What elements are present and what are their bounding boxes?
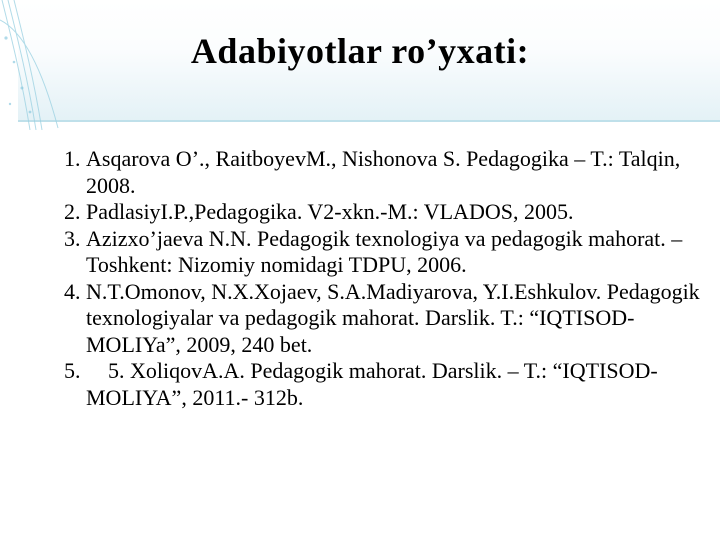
list-item: 5. 5. XoliqovA.A. Pedagogik mahorat. Darslik. – T.: “IQTISOD-MOLIYA”, 2011.- 312b. [86,358,720,411]
reference-list [52,146,720,411]
list-item: 3. Azizxo’jaeva N.N. Pedagogik texnologiya va pedagogik mahorat. – Toshkent: Nizomiy nomidagi TDPU, 2006. [86,226,720,279]
list-item: 2. PadlasiyI.P.,Pedagogika. V2-xkn.-M.: VLADOS, 2005. [86,199,720,226]
page-title: Adabiyotlar ro’yxati: [190,31,530,71]
list-item: 4. N.T.Omonov, N.X.Xojaev, S.A.Madiyarova, Y.I.Eshkulov. Pedagogik texnologiyalar va pedagogik mahorat. Darslik. T.: “IQTISOD-MOLIYa”, 2009, 240 bet. [86,279,720,359]
title-underline [18,120,720,122]
list-item: 1. Asqarova O’., RaitboyevM., Nishonova S. Pedagogika – T.: Talqin, 2008. [86,146,720,199]
